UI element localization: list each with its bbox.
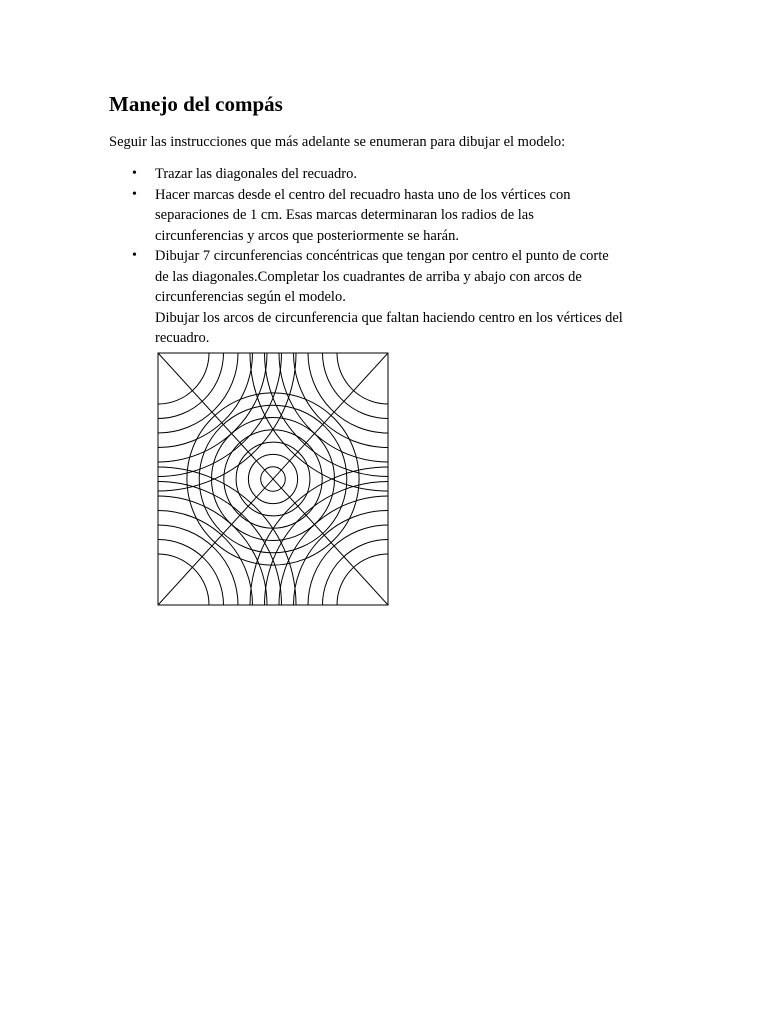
step-text-line: Dibujar 7 circunferencias concéntricas que tengan por centro el punto de corte [155, 248, 609, 264]
corner-arc [323, 540, 390, 607]
corner-arc [265, 352, 390, 477]
step-text-line: Dibujar los arcos de circunferencia que faltan haciendo centro en los vértices del [155, 309, 623, 326]
step-text-line: separaciones de 1 cm. Esas marcas determinaran los radios de las [155, 207, 534, 223]
corner-arc [157, 352, 238, 433]
step-text-line: Trazar las diagonales del recuadro. [155, 166, 357, 182]
list-item [0, 246, 675, 349]
list-item [0, 164, 675, 185]
compass-model-figure [157, 352, 389, 606]
instruction-list [0, 164, 675, 349]
step-text-line: de las diagonales.Completar los cuadrantes de arriba y abajo con arcos de [155, 268, 582, 285]
step-text-line: recuadro. [155, 330, 210, 346]
bullet-icon: • [132, 248, 137, 263]
bullet-icon: • [132, 186, 137, 202]
corner-arc [157, 352, 282, 477]
corner-arc [157, 352, 224, 419]
corner-arc [308, 352, 389, 433]
corner-arc [157, 540, 224, 607]
corner-arc [308, 525, 389, 606]
intro-paragraph: Seguir las instrucciones que más adelante se enumeran para dibujar el modelo: [109, 134, 566, 150]
corner-arc [323, 352, 390, 419]
step-text-line: Hacer marcas desde el centro del recuadro hasta uno de los vértices con [155, 186, 571, 203]
document-title: Manejo del compás [109, 92, 283, 116]
corner-arc [265, 482, 390, 607]
step-text-line: circunferencias y arcos que posteriormente se harán. [155, 227, 459, 244]
step-text-line: circunferencias según el modelo. [155, 289, 346, 305]
list-item [0, 185, 675, 247]
corner-arc [157, 482, 282, 607]
corner-arc [157, 525, 238, 606]
bullet-icon: • [132, 166, 137, 181]
